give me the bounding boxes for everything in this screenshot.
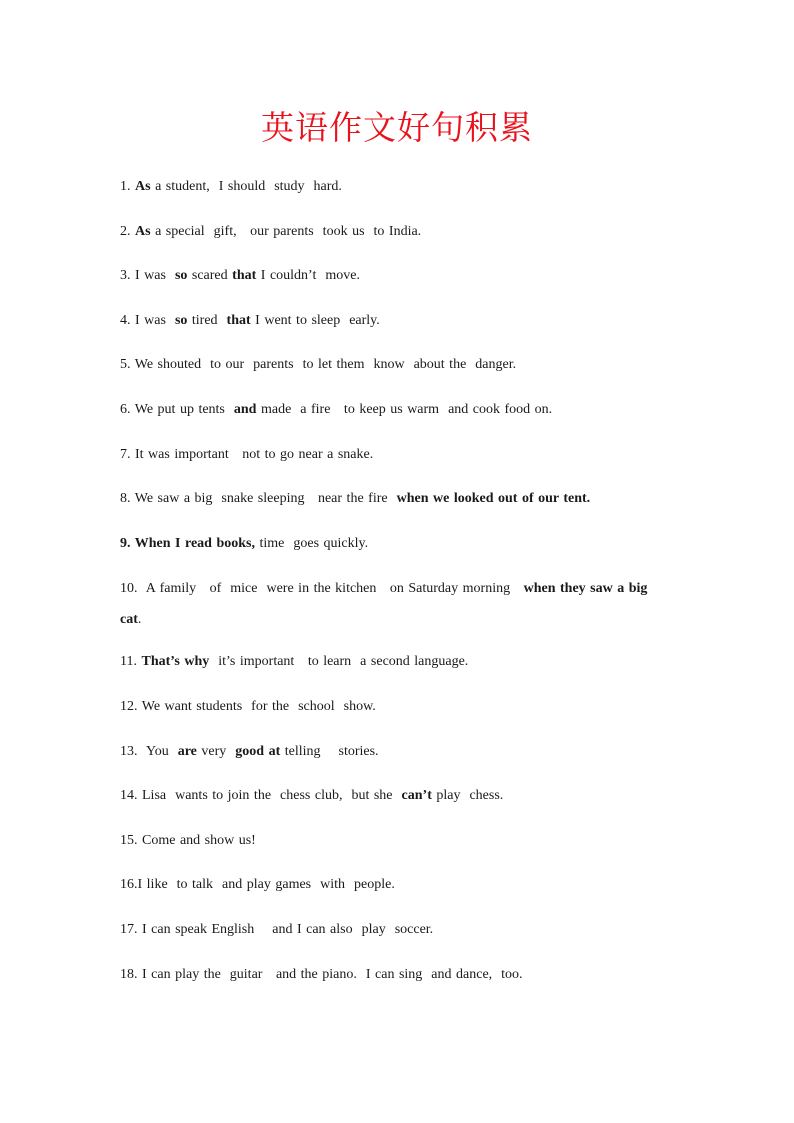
sentence-text: 3. I was [120, 268, 175, 284]
sentence-text: 17. I can speak English and I can also play soccer. [120, 921, 434, 937]
sentence-text: . [137, 612, 142, 628]
sentence-text: 7. It was important not to go near a snake. [120, 446, 374, 462]
sentence-item [120, 874, 670, 896]
sentence-keyword: are [177, 743, 197, 759]
sentence-text: 12. We want students for the school show. [120, 698, 376, 714]
sentence-text: 18. I can play the guitar and the piano. I can sing and dance, too. [120, 966, 523, 982]
sentence-text: 10. A family of mice were in the kitchen on Saturday morning [120, 581, 524, 597]
sentence-text: 8. We saw a big snake sleeping near the fire [120, 491, 397, 507]
sentence-item [120, 651, 670, 673]
sentence-keyword: can’t [401, 788, 432, 804]
sentence-keyword: so [174, 312, 188, 328]
sentence-keyword: when they saw a big cat [120, 581, 652, 628]
sentence-item [120, 488, 670, 510]
sentence-keyword: that [232, 268, 257, 284]
sentence-text: 1. [120, 179, 135, 194]
sentence-keyword: that [226, 312, 251, 328]
sentence-keyword: As [135, 223, 151, 239]
sentence-item [120, 741, 670, 763]
sentence-item [120, 696, 670, 718]
sentence-text: 5. We shouted to our parents to let them know about the danger. [120, 357, 517, 373]
sentence-item [120, 785, 670, 807]
sentence-keyword: when we looked out of our tent. [396, 491, 591, 507]
sentence-item [120, 573, 670, 635]
sentence-keyword: and [233, 401, 257, 417]
sentence-item [120, 310, 670, 332]
sentence-text: 14. Lisa wants to join the chess club, but she [120, 788, 402, 804]
sentence-keyword: That’s why [141, 654, 210, 670]
sentence-text: 4. I was [120, 312, 175, 328]
sentence-text: 2. [120, 223, 135, 239]
sentence-item [120, 354, 670, 376]
sentence-item [120, 533, 670, 555]
sentence-item [120, 176, 670, 198]
sentence-keyword: so [174, 268, 188, 284]
document-title: 英语作文好句积累 [261, 108, 533, 147]
sentence-text: I went to sleep early. [250, 312, 380, 328]
sentence-text: it’s important to learn a second language. [209, 654, 469, 670]
sentence-item [120, 399, 670, 421]
sentence-item [120, 221, 670, 243]
sentence-item [120, 964, 670, 986]
sentence-text: time goes quickly. [254, 535, 369, 551]
sentence-text: 15. Come and show us! [120, 832, 256, 848]
sentence-keyword: 9. When I read books, [120, 535, 255, 551]
sentence-text: play chess. [431, 788, 504, 804]
sentence-text: telling stories. [280, 743, 379, 759]
sentence-text: 6. We put up tents [120, 401, 234, 417]
sentence-text: a special gift, our parents took us to India. [150, 223, 422, 239]
sentence-text: made a fire to keep us warm and cook food on. [256, 401, 553, 417]
sentence-text: 13. You [120, 743, 178, 759]
sentence-item [120, 265, 670, 287]
sentence-item [120, 444, 670, 466]
sentence-item [120, 919, 670, 941]
sentence-list [120, 176, 670, 1008]
sentence-item [120, 830, 670, 852]
sentence-text: I couldn’t move. [256, 268, 360, 284]
sentence-text: 16.I like to talk and play games with people. [120, 877, 395, 893]
sentence-text: tired [187, 312, 227, 328]
sentence-text: 11. [120, 654, 142, 670]
sentence-text: a student, I should study hard. [150, 179, 342, 194]
sentence-text: very [196, 743, 236, 759]
sentence-keyword: good at [235, 743, 281, 759]
sentence-text: scared [187, 268, 233, 284]
sentence-keyword: As [135, 179, 151, 194]
